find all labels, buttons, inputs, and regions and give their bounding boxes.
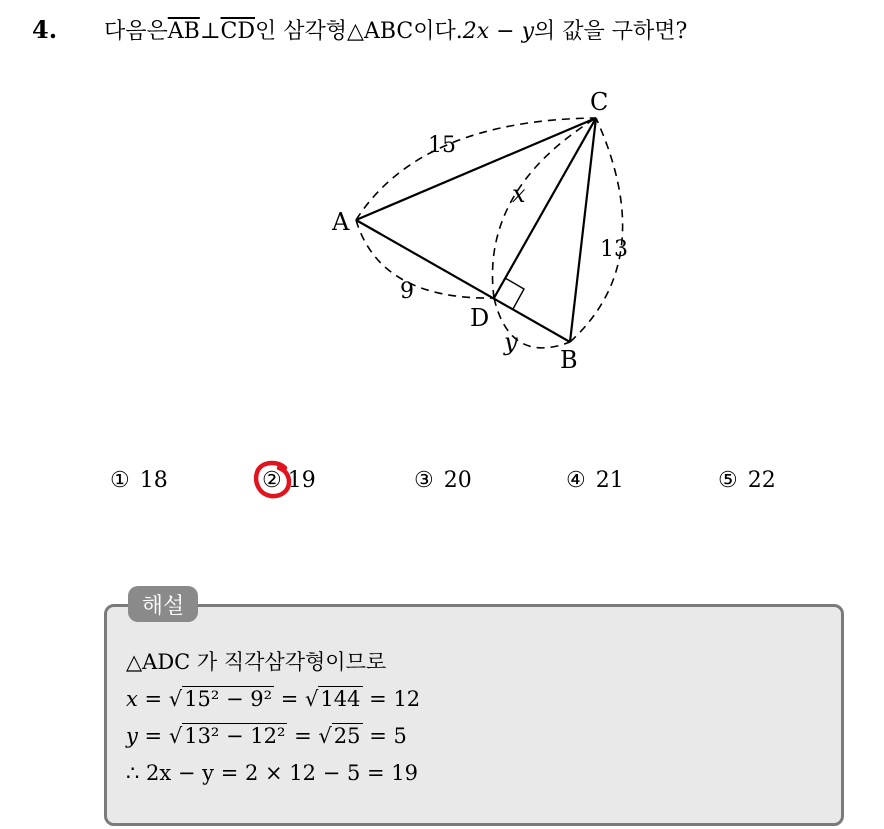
segment-cd: $\overline{CD}$ (220, 19, 256, 44)
question-text-4: 의 값을 구하면? (534, 19, 688, 44)
question-text-2: 인 삼각형 (255, 19, 348, 44)
solution-line-4: ∴ 2x − y = 2 × 12 − 5 = 19 (126, 761, 419, 785)
solution-tab: 해설 (128, 586, 198, 622)
solution-lines (126, 644, 420, 792)
label-x: x (512, 180, 526, 208)
choice-4-mark: ④ (566, 468, 586, 493)
choice-2-value: 19 (287, 468, 316, 493)
choice-4[interactable] (566, 468, 624, 493)
solution-line-3-lhs: y = (126, 724, 169, 748)
solution-line-3-radicand: 13² − 12² (184, 724, 286, 748)
side-bc (570, 118, 596, 342)
solution-line-2-eq: = (274, 687, 306, 711)
label-y: y (504, 328, 518, 356)
solution-line-2-radicand-2: 144 (320, 687, 361, 711)
solution-line-1: △ADC 가 직각삼각형이므로 (126, 650, 387, 674)
solution-line-2-lhs: x = (126, 687, 169, 711)
label-9: 9 (400, 279, 414, 304)
choices (0, 468, 884, 504)
choice-5-mark: ⑤ (718, 468, 738, 493)
choice-1-mark: ① (110, 468, 130, 493)
solution-line-2: x = √15² − 9² = √144 = 12 (126, 687, 421, 711)
segment-cd-line (494, 118, 596, 298)
choice-5[interactable] (718, 468, 776, 493)
solution-line-2-result: = 12 (362, 687, 421, 711)
solution-line-3-eq: = (287, 724, 319, 748)
choice-3[interactable] (414, 468, 472, 493)
triangle-abc: △ABC (347, 19, 414, 44)
solution-line-3: y = √13² − 12² = √25 = 5 (126, 724, 407, 748)
segment-ab: $\overline{AB}$ (167, 19, 200, 44)
label-a: A (332, 208, 350, 236)
choice-4-value: 21 (595, 468, 624, 493)
label-d: D (470, 304, 490, 332)
choice-2[interactable] (262, 468, 316, 493)
solution-line-3-result: = 5 (362, 724, 407, 748)
choice-2-mark (262, 468, 282, 493)
choice-1[interactable] (110, 468, 168, 493)
label-c: C (590, 88, 609, 116)
choice-1-value: 18 (139, 468, 168, 493)
question-text-1: 다음은 (104, 19, 168, 44)
solution-line-3-radicand-2: 25 (333, 724, 361, 748)
side-ab (356, 220, 570, 342)
label-13: 13 (600, 237, 628, 262)
question-number: 4. (32, 15, 58, 44)
label-15: 15 (428, 133, 456, 158)
choice-3-value: 20 (443, 468, 472, 493)
right-angle-marker (505, 278, 524, 309)
label-b: B (560, 346, 578, 374)
expression: 2x − y (462, 19, 535, 44)
solution-line-2-radicand: 15² − 9² (184, 687, 273, 711)
perpendicular-symbol: ⊥ (199, 19, 221, 44)
selected-circle-icon (251, 458, 295, 502)
choice-3-mark: ③ (414, 468, 434, 493)
side-ac (356, 118, 596, 220)
choice-2-mark-glyph: ② (262, 468, 282, 493)
choice-5-value: 22 (747, 468, 776, 493)
question-text-3: 이다. (413, 19, 463, 44)
